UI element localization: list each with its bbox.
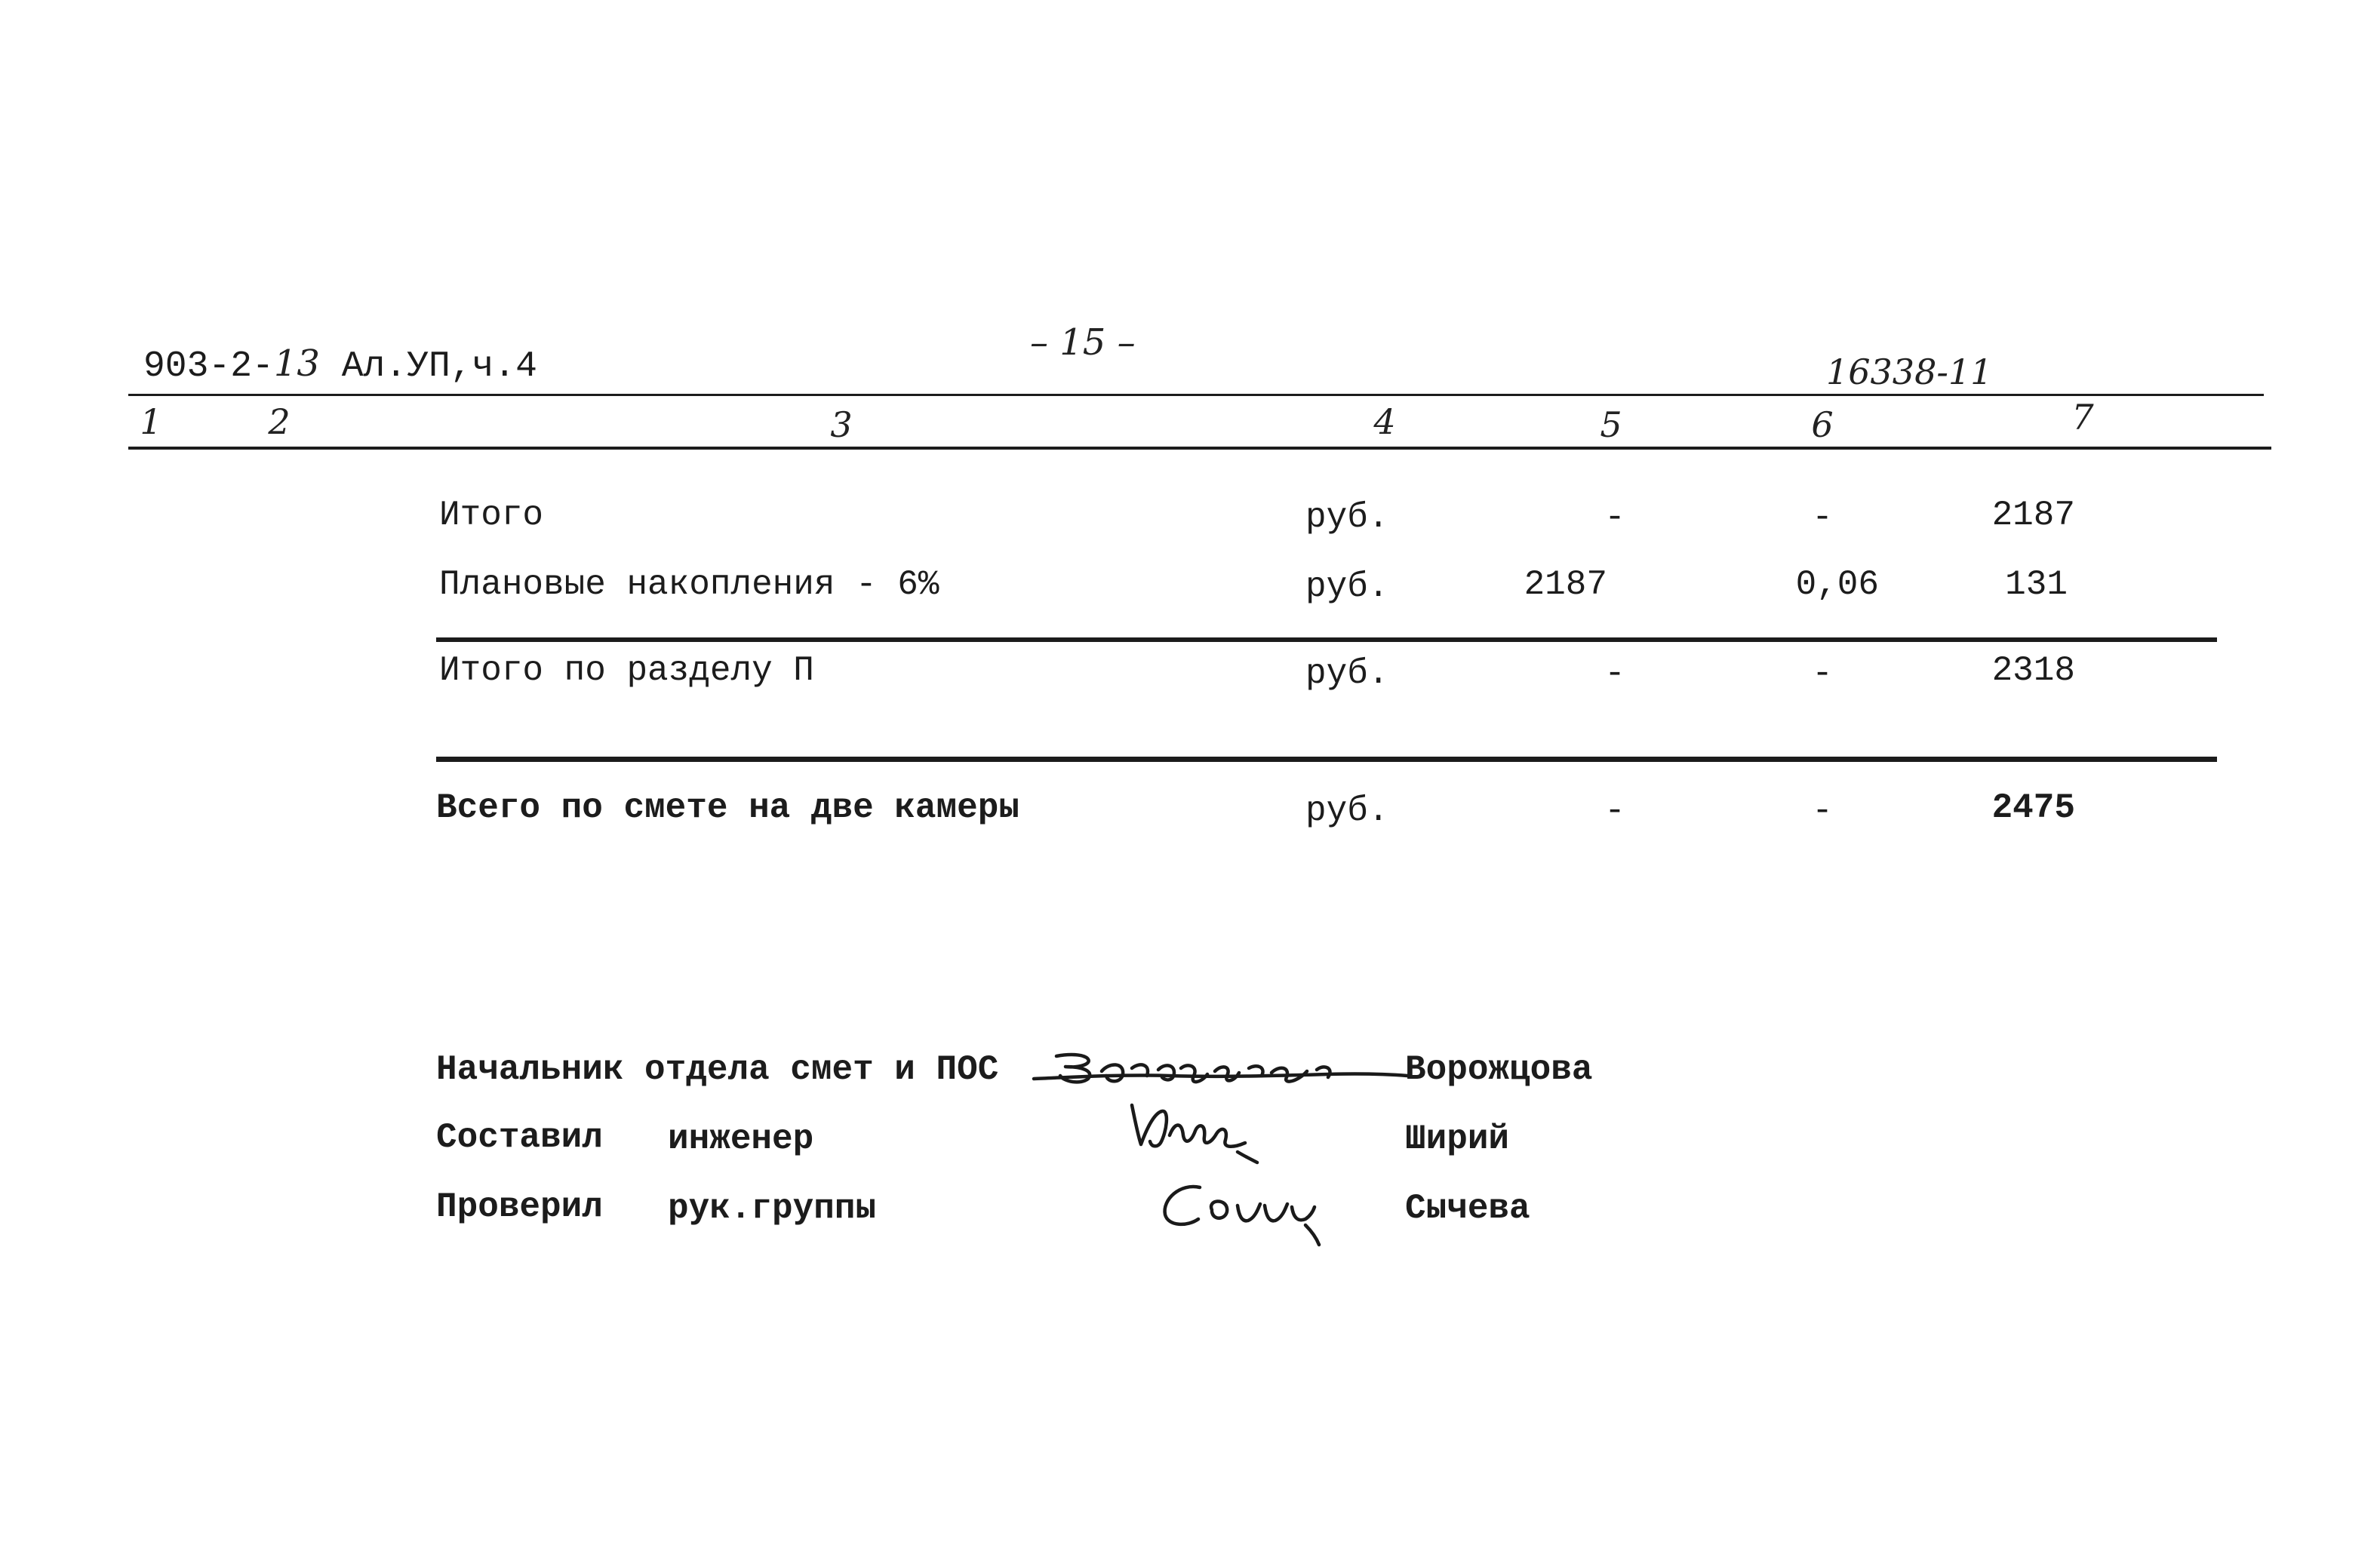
grand-total-top-rule	[436, 757, 2217, 762]
row-section-total-unit: руб.	[1305, 654, 1389, 693]
page-number: – 15 –	[1030, 321, 1136, 364]
table-top-rule	[128, 394, 2264, 396]
signature-3-image	[1155, 1177, 1351, 1252]
document-code-number: 13	[273, 342, 320, 385]
row-grand-total-name: Всего по смете на две камеры	[436, 788, 1019, 828]
signature-2-role: Составил	[436, 1118, 603, 1157]
signature-1-image	[1026, 1041, 1419, 1101]
row-itogo-col6: -	[1812, 498, 1833, 537]
document-code-prefix: 903-2-	[143, 346, 274, 387]
row-planned-savings-name: Плановые накопления - 6%	[439, 565, 939, 604]
column-number-5: 5	[1600, 404, 1622, 445]
column-number-7: 7	[2071, 397, 2094, 438]
document-code	[143, 342, 537, 387]
column-number-1: 1	[140, 401, 162, 442]
row-planned-savings-unit: руб.	[1305, 567, 1389, 607]
signature-1-name: Ворожцова	[1405, 1050, 1593, 1089]
row-itogo-col7: 2187	[1991, 496, 2075, 535]
column-number-4: 4	[1373, 401, 1396, 442]
row-grand-total-col5: -	[1604, 791, 1625, 831]
table-header-bottom-rule	[128, 447, 2271, 450]
signature-1-role: Начальник отдела смет и ПОС	[436, 1050, 999, 1089]
row-grand-total-col6: -	[1812, 791, 1833, 831]
section-total-top-rule	[436, 637, 2217, 642]
row-grand-total-unit: руб.	[1305, 791, 1389, 831]
row-section-total-name: Итого по разделу П	[439, 651, 814, 690]
signature-3-name: Сычева	[1405, 1189, 1530, 1228]
column-number-6: 6	[1811, 404, 1834, 445]
row-itogo-unit: руб.	[1305, 498, 1389, 537]
signature-3-role: Проверил	[436, 1187, 603, 1227]
row-planned-savings-col5: 2187	[1524, 565, 1607, 604]
column-number-3: 3	[830, 404, 853, 445]
column-number-2: 2	[268, 401, 291, 442]
document-code-suffix: Ал.УП,ч.4	[341, 346, 537, 387]
row-section-total-col6: -	[1812, 654, 1833, 693]
row-planned-savings-col7: 131	[2005, 565, 2068, 604]
signature-3-position: рук.группы	[668, 1189, 877, 1228]
registry-number: 16338-11	[1826, 352, 1993, 392]
row-grand-total-col7: 2475	[1991, 788, 2075, 828]
row-planned-savings-col6: 0,06	[1795, 565, 1879, 604]
signature-2-image	[1124, 1098, 1290, 1173]
signature-2-name: Ширий	[1405, 1119, 1510, 1159]
row-itogo-name: Итого	[439, 496, 544, 535]
row-section-total-col5: -	[1604, 654, 1625, 693]
row-section-total-col7: 2318	[1991, 651, 2075, 690]
row-itogo-col5: -	[1604, 498, 1625, 537]
signature-2-position: инженер	[668, 1119, 814, 1159]
